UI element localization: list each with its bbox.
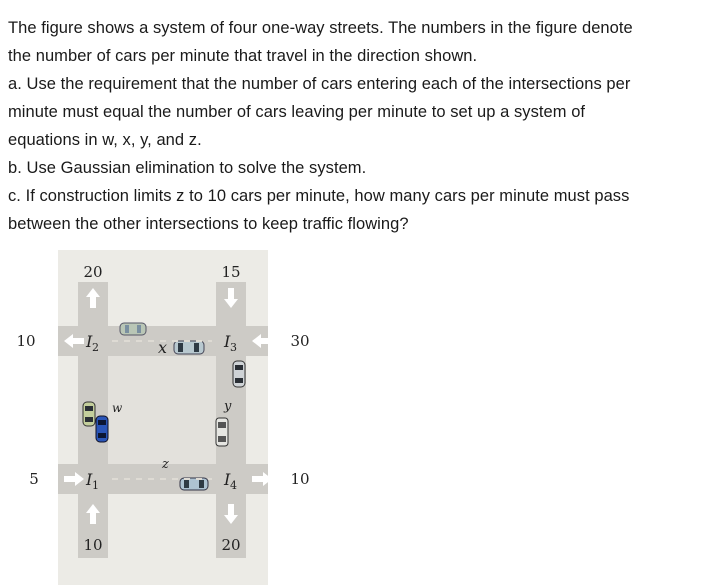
flow-bottom-left: 10 — [83, 536, 103, 554]
svg-text:I: I — [224, 470, 231, 489]
street-diagram — [0, 250, 330, 585]
svg-text:4: 4 — [230, 479, 237, 492]
svg-text:3: 3 — [230, 341, 237, 354]
var-z: z — [162, 457, 169, 472]
flow-top-right: 15 — [221, 263, 241, 281]
svg-text:I: I — [224, 332, 231, 351]
car-left-street-green — [83, 402, 95, 426]
problem-statement — [8, 14, 714, 238]
svg-text:1: 1 — [92, 479, 99, 492]
svg-text:2: 2 — [92, 341, 99, 354]
problem-line-3: a. Use the requirement that the number of cars entering each of the intersections per — [8, 75, 631, 93]
problem-line-8: between the other intersections to keep traffic flowing? — [8, 215, 409, 233]
car-left-street-blue — [96, 416, 108, 442]
flow-left-top: 10 — [16, 332, 36, 350]
var-w: w — [112, 401, 123, 415]
car-right-street-lower — [216, 418, 228, 446]
flow-right-bottom: 10 — [290, 470, 310, 488]
var-x: x — [158, 338, 168, 357]
var-y: y — [224, 399, 232, 414]
flow-bottom-right: 20 — [221, 536, 241, 554]
svg-text:I: I — [86, 470, 93, 489]
flow-left-bottom: 5 — [29, 470, 39, 488]
problem-line-6: b. Use Gaussian elimination to solve the system. — [8, 159, 367, 177]
problem-line-4: minute must equal the number of cars leaving per minute to set up a system of — [8, 103, 586, 121]
car-top-street-left — [120, 323, 146, 335]
problem-line-1: The figure shows a system of four one-way streets. The numbers in the figure denote — [8, 19, 633, 37]
problem-line-7: c. If construction limits z to 10 cars per minute, how many cars per minute must pass — [8, 187, 630, 205]
svg-text:I: I — [86, 332, 93, 351]
problem-line-5: equations in w, x, y, and z. — [8, 131, 202, 149]
flow-right-top: 30 — [290, 332, 310, 350]
center-block — [108, 356, 216, 464]
car-top-street-right — [174, 341, 204, 354]
flow-top-left: 20 — [83, 263, 103, 281]
problem-line-2: the number of cars per minute that travel in the direction shown. — [8, 47, 478, 65]
traffic-figure — [0, 250, 330, 585]
car-right-street-upper — [233, 361, 245, 387]
